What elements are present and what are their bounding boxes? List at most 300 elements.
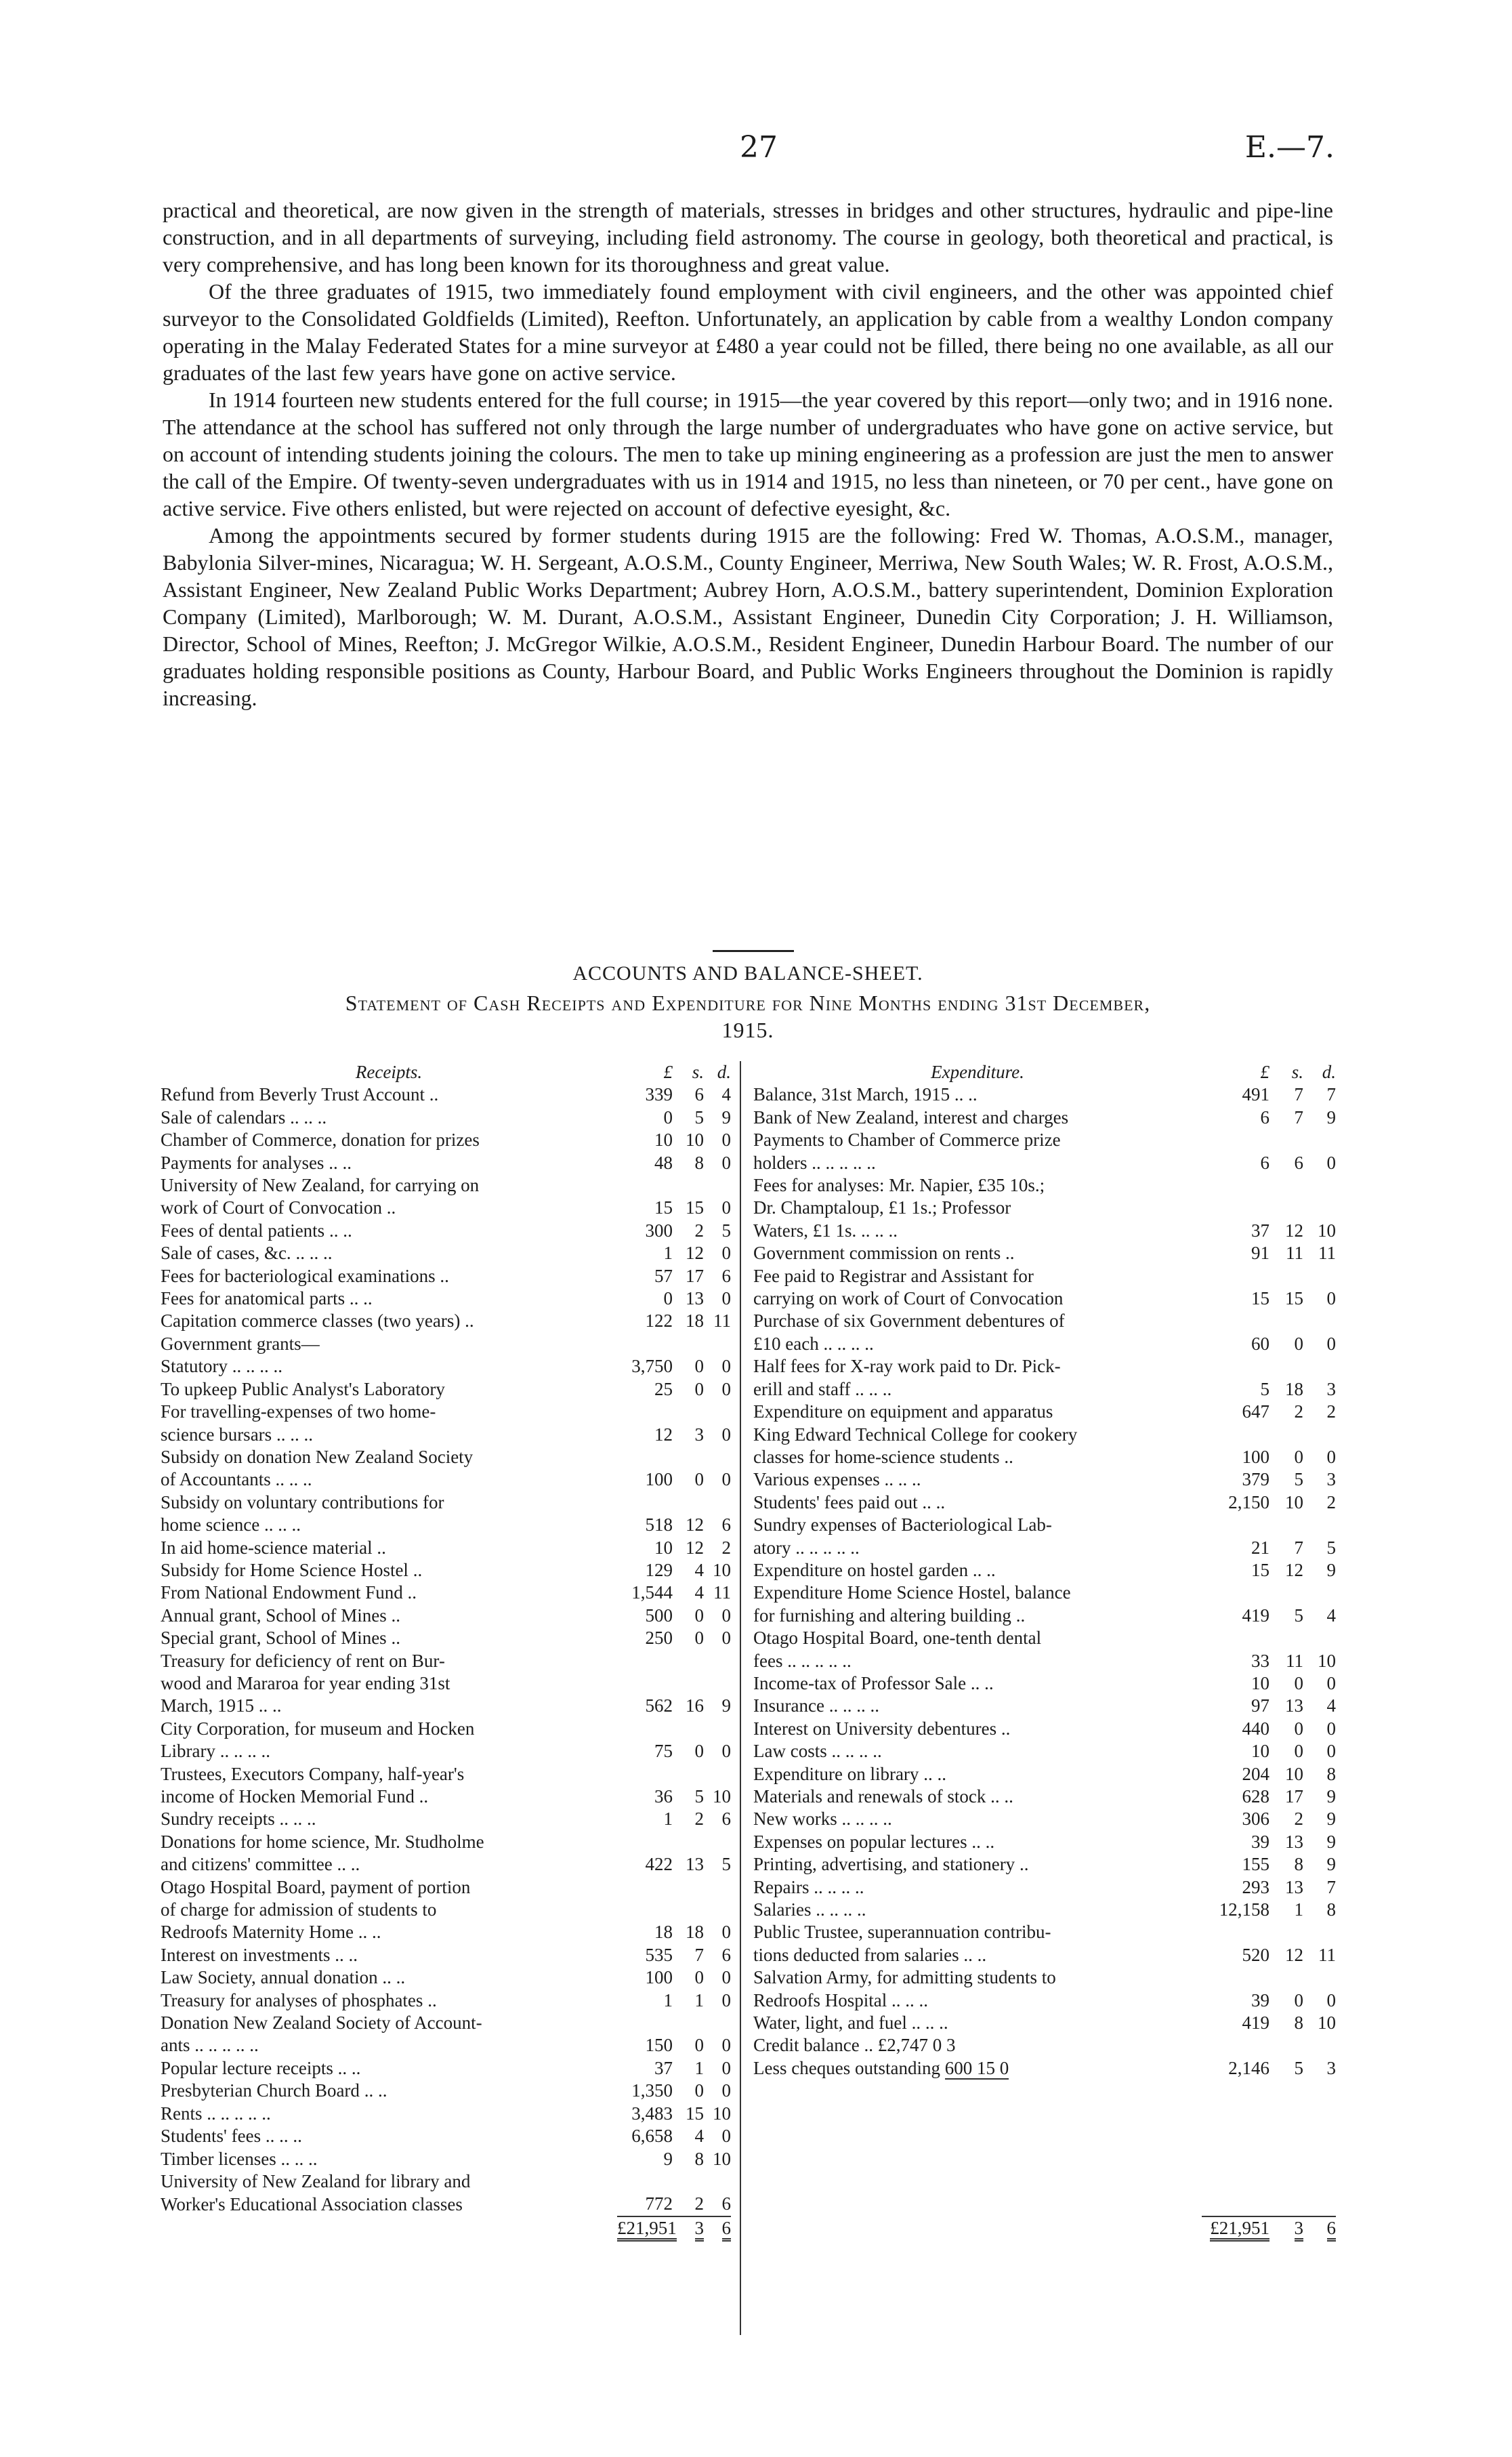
pence-value: 6 [721, 1265, 731, 1286]
pence-value: 2 [1326, 1401, 1336, 1422]
pence-value: 0 [721, 1967, 731, 1988]
pounds-value [617, 1876, 673, 1899]
leader-dots: .. .. .. .. [841, 1809, 892, 1830]
table-row [753, 1424, 1336, 1446]
shillings-value [1269, 1424, 1303, 1446]
table-row [161, 1468, 731, 1491]
table-row [161, 2170, 731, 2193]
pounds-value: 3,750 [631, 1356, 673, 1377]
table-row [753, 1785, 1336, 1808]
pounds-value: 25 [654, 1378, 673, 1399]
table-row [161, 1424, 731, 1446]
shillings-header: s. [692, 1062, 704, 1082]
row-label: Students' fees paid out [753, 1491, 918, 1512]
pence-value: 0 [721, 1130, 731, 1151]
row-description [161, 1785, 617, 1808]
shillings-value: 2 [694, 1220, 704, 1241]
shillings-value [1269, 1129, 1303, 1151]
row-description [161, 2170, 617, 2193]
table-row [161, 1107, 731, 1129]
row-label: Purchase of six Government debentures of [753, 1310, 1065, 1331]
row-description [753, 1944, 1202, 1966]
pounds-value [1202, 1921, 1269, 1943]
total-shillings [673, 2216, 704, 2239]
pence-value: 5 [721, 1220, 731, 1241]
pounds-value: 535 [645, 1944, 673, 1965]
shillings-value: 0 [694, 1378, 704, 1399]
row-label: Chamber of Commerce, donation for prizes [161, 1130, 480, 1151]
leader-dots: .. .. .. .. [814, 1876, 864, 1897]
row-label: Subsidy on donation New Zealand Society [161, 1446, 474, 1467]
table-row [753, 1355, 1336, 1378]
pence-value: 9 [1326, 1854, 1336, 1875]
row-label: erill and staff [753, 1378, 851, 1399]
table-row [753, 1921, 1336, 1943]
pounds-value: 250 [645, 1628, 673, 1649]
row-description [161, 1695, 617, 1717]
leader-dots: .. .. .. [265, 2126, 302, 2147]
leader-dots: .. [1015, 1605, 1026, 1626]
pence-value [704, 2012, 731, 2034]
shillings-value [1269, 1174, 1303, 1197]
table-row [161, 1491, 731, 1514]
pounds-value [617, 1174, 673, 1197]
row-label: Sundry receipts [161, 1809, 275, 1830]
shillings-value: 16 [686, 1695, 704, 1716]
leader-dots: .. .. .. [891, 1989, 928, 2010]
row-description [753, 1989, 1202, 2012]
shillings-value [673, 1876, 704, 1899]
total-pounds-value: £21,951 [617, 2218, 677, 2242]
pounds-value: 75 [654, 1741, 673, 1762]
pence-value [1303, 1582, 1336, 1604]
row-description [161, 1899, 617, 1921]
shillings-value [1269, 1310, 1303, 1332]
row-description [753, 2012, 1202, 2034]
table-row [161, 1537, 731, 1559]
empty-cell [1303, 2034, 1336, 2057]
leader-dots: .. .. .. .. [816, 1899, 866, 1920]
row-description [161, 1129, 617, 1151]
blank-row [753, 2170, 1336, 2193]
expenditure-heading: Expenditure. [931, 1062, 1024, 1082]
pence-value: 0 [721, 1356, 731, 1377]
shillings-value: 12 [686, 1243, 704, 1264]
row-label: Redroofs Hospital [753, 1989, 887, 2010]
leader-dots: .. [429, 1084, 439, 1105]
pence-value: 0 [1326, 1989, 1336, 2010]
pounds-value: 15 [1251, 1288, 1269, 1309]
pounds-value: 15 [654, 1197, 673, 1218]
pounds-value: 12 [654, 1424, 673, 1445]
row-description [753, 1831, 1202, 1853]
shillings-value: 2 [694, 1809, 704, 1830]
shillings-value: 10 [1285, 1763, 1303, 1784]
row-description [161, 1491, 617, 1514]
pence-value [704, 2170, 731, 2193]
leader-dots: .. .. [970, 1672, 994, 1693]
row-label: Government commission on rents [753, 1243, 1001, 1264]
shillings-value: 5 [1294, 1605, 1303, 1626]
shillings-value: 2 [1294, 1809, 1303, 1830]
row-description [753, 1220, 1202, 1242]
shillings-value: 5 [1294, 1469, 1303, 1490]
pence-value: 6 [721, 1514, 731, 1535]
table-row [753, 1672, 1336, 1695]
row-description [753, 1537, 1202, 1559]
pounds-value [1202, 1582, 1269, 1604]
row-label: Annual grant, School of Mines [161, 1605, 387, 1626]
row-description [161, 1424, 617, 1446]
table-row [161, 1152, 731, 1174]
empty-cell [753, 2193, 1202, 2216]
empty-cell [753, 2170, 1202, 2193]
row-label: atory [753, 1537, 791, 1558]
pence-value: 0 [1326, 1152, 1336, 1173]
leader-dots: .. .. .. [275, 1469, 312, 1490]
pence-value: 3 [1326, 1378, 1336, 1399]
total-pence [1303, 2216, 1336, 2239]
pounds-value [1202, 1265, 1269, 1287]
pence-value: 10 [713, 2148, 731, 2169]
row-label: Sale of calendars [161, 1107, 286, 1128]
row-label: For travelling-expenses of two home- [161, 1401, 436, 1422]
shillings-value: 0 [1294, 1989, 1303, 2010]
pounds-value: 155 [1242, 1854, 1269, 1875]
pounds-value: 37 [1251, 1220, 1269, 1241]
receipts-heading: Receipts. [355, 1062, 423, 1082]
pounds-value: 39 [1251, 1831, 1269, 1852]
row-label: To upkeep Public Analyst's Laboratory [161, 1378, 445, 1399]
shillings-value [1269, 1197, 1303, 1219]
row-description [161, 1740, 617, 1762]
total-row [161, 2216, 731, 2239]
table-row [753, 1378, 1336, 1401]
row-label: Rents [161, 2103, 203, 2124]
pounds-value: 18 [654, 1922, 673, 1943]
pence-value: 3 [1326, 2057, 1336, 2078]
row-label: Materials and renewals of stock [753, 1786, 986, 1806]
row-description [161, 1287, 617, 1310]
row-description [161, 1944, 617, 1966]
pounds-value [617, 2170, 673, 2193]
empty-cell [753, 2103, 1202, 2125]
total-pounds [1202, 2216, 1269, 2239]
pence-value: 10 [713, 1559, 731, 1580]
row-description [753, 1446, 1202, 1468]
pounds-value: 10 [654, 1130, 673, 1151]
pence-value: 0 [1326, 1446, 1336, 1467]
table-row [753, 1740, 1336, 1762]
pence-value: 6 [721, 2193, 731, 2214]
row-label: Waters, £1 1s. [753, 1220, 857, 1241]
leader-dots: .. [1004, 1446, 1013, 1467]
table-row [161, 1921, 731, 1943]
pounds-value: 339 [645, 1084, 673, 1105]
shillings-value: 5 [694, 1786, 704, 1806]
pence-value: 0 [721, 1243, 731, 1264]
table-row [753, 1966, 1336, 1989]
row-description [161, 1355, 617, 1378]
row-description [753, 1310, 1202, 1332]
leader-dots: .. [1001, 1718, 1011, 1739]
row-description [753, 2034, 1202, 2057]
pounds-value: 100 [645, 1469, 673, 1490]
row-description [161, 1468, 617, 1491]
pounds-value: 12,158 [1219, 1899, 1269, 1920]
pence-value: 2 [721, 1537, 731, 1558]
shillings-value: 0 [694, 1605, 704, 1626]
receipts-column [161, 1061, 731, 2239]
shillings-value [1269, 1265, 1303, 1287]
pounds-value [1202, 1355, 1269, 1378]
row-description [753, 1559, 1202, 1582]
leader-dots: .. .. [349, 1288, 373, 1309]
pence-value: 8 [1326, 1899, 1336, 1920]
pounds-value [617, 1672, 673, 1695]
leader-dots: .. .. [337, 2057, 361, 2078]
row-description [161, 1582, 617, 1604]
pence-value [704, 1650, 731, 1672]
total-row [753, 2216, 1336, 2239]
row-description [161, 1220, 617, 1242]
row-label: Salvation Army, for admitting students to [753, 1967, 1056, 1988]
pence-value: 0 [721, 1197, 731, 1218]
row-label: Statutory [161, 1356, 228, 1377]
pounds-value: 500 [645, 1605, 673, 1626]
leader-dots: .. .. .. .. [232, 1356, 282, 1377]
row-description [161, 1152, 617, 1174]
shillings-value [1269, 1921, 1303, 1943]
row-description [161, 2012, 617, 2034]
shillings-value: 0 [1294, 1718, 1303, 1739]
row-description [753, 1152, 1202, 1174]
row-label: Otago Hospital Board, payment of portion [161, 1876, 471, 1897]
shillings-value: 12 [1285, 1220, 1303, 1241]
row-description [161, 1197, 617, 1219]
row-label: Redroofs Maternity Home [161, 1922, 354, 1943]
blank-row [753, 2125, 1336, 2147]
row-description [161, 1174, 617, 1197]
table-row [161, 1582, 731, 1604]
table-row [753, 1083, 1336, 1106]
row-description [161, 1310, 617, 1332]
table-row [161, 1174, 731, 1197]
pence-value: 0 [721, 1152, 731, 1173]
table-row [161, 1242, 731, 1264]
row-label: Popular lecture receipts [161, 2057, 333, 2078]
leader-dots: .. .. .. .. [823, 1333, 874, 1354]
row-label: Salaries [753, 1899, 812, 1920]
leader-dots: .. .. .. [861, 1220, 898, 1241]
blank-row [753, 2193, 1336, 2216]
pounds-value [617, 2012, 673, 2034]
blank-row [753, 2080, 1336, 2102]
pounds-value: 379 [1242, 1469, 1269, 1490]
shillings-value [1269, 1582, 1303, 1604]
row-description [753, 1650, 1202, 1672]
table-row [161, 1989, 731, 2012]
shillings-value: 8 [1294, 2012, 1303, 2033]
leader-dots: .. [864, 2035, 873, 2056]
cheques-outstanding-row [753, 2057, 1336, 2080]
shillings-value: 15 [686, 2103, 704, 2124]
leader-dots: .. .. [954, 1084, 978, 1105]
shillings-value [673, 2170, 704, 2193]
empty-cell [753, 2147, 1202, 2170]
table-row [161, 2103, 731, 2125]
row-description [161, 2103, 617, 2125]
row-description [161, 1446, 617, 1468]
credit-balance-row [753, 2034, 1336, 2057]
row-description [161, 1966, 617, 1989]
table-row [753, 1468, 1336, 1491]
row-label: King Edward Technical College for cookery [753, 1424, 1078, 1445]
row-label: New works [753, 1809, 837, 1830]
row-description [753, 1287, 1202, 1310]
leader-dots: .. .. .. [279, 1809, 316, 1830]
row-description [753, 1582, 1202, 1604]
receipts-table [161, 1061, 731, 2239]
row-description [753, 1242, 1202, 1264]
leader-dots: .. .. .. .. .. [194, 2035, 259, 2056]
row-label: work of Court of Convocation [161, 1197, 382, 1218]
pounds-value: 2,150 [1228, 1491, 1269, 1512]
pounds-value: 10 [1251, 1672, 1269, 1693]
row-description [161, 2148, 617, 2170]
shillings-value: 15 [686, 1197, 704, 1218]
table-row [753, 1808, 1336, 1830]
statement-year: 1915. [721, 1018, 774, 1042]
row-description [161, 1378, 617, 1401]
pence-value [1303, 1355, 1336, 1378]
table-row [161, 2148, 731, 2170]
empty-cell [1303, 2125, 1336, 2147]
shillings-value [673, 1174, 704, 1197]
shillings-value: 0 [1294, 1333, 1303, 1354]
expenditure-header-row [753, 1061, 1336, 1083]
shillings-value [673, 1899, 704, 1921]
shillings-value: 4 [694, 1582, 704, 1603]
table-row [753, 1853, 1336, 1876]
row-description [161, 1763, 617, 1785]
pounds-value: 91 [1251, 1243, 1269, 1264]
row-description [161, 1605, 617, 1627]
table-row [753, 1763, 1336, 1785]
pounds-value [1202, 1310, 1269, 1332]
pence-value: 0 [721, 1424, 731, 1445]
row-description [161, 1627, 617, 1649]
pence-value: 0 [721, 1605, 731, 1626]
row-description [753, 1966, 1202, 1989]
row-description [161, 2034, 617, 2057]
pence-value [1303, 1514, 1336, 1536]
row-label: City Corporation, for museum and Hocken [161, 1718, 475, 1739]
row-label: Trustees, Executors Company, half-year's [161, 1763, 465, 1784]
shillings-value [673, 1672, 704, 1695]
pence-value: 10 [1318, 1650, 1336, 1671]
row-label: University of New Zealand, for carrying on [161, 1175, 480, 1196]
shillings-value: 8 [694, 1152, 704, 1173]
total-shillings-value: 3 [695, 2218, 705, 2242]
shillings-value: 0 [694, 1741, 704, 1762]
pounds-value: 15 [1251, 1559, 1269, 1580]
shillings-value: 7 [1294, 1084, 1303, 1105]
table-row [161, 1966, 731, 1989]
total-pounds-value: £21,951 [1210, 2218, 1269, 2242]
pounds-header: £ [663, 1062, 673, 1082]
row-description [753, 1695, 1202, 1717]
row-description [753, 1672, 1202, 1695]
row-label: Capitation commerce classes (two years) [161, 1310, 461, 1331]
shillings-value: 11 [1286, 1243, 1303, 1264]
row-description [753, 1174, 1202, 1197]
row-description [161, 1265, 617, 1287]
pounds-value: 129 [645, 1559, 673, 1580]
row-label: Water, light, and fuel [753, 2012, 907, 2033]
row-description [753, 1808, 1202, 1830]
row-description [161, 2193, 617, 2216]
pence-value: 7 [1326, 1084, 1336, 1105]
shillings-value: 13 [1285, 1831, 1303, 1852]
shillings-value: 3 [694, 1424, 704, 1445]
row-label: Expenses on popular lectures [753, 1831, 967, 1852]
shillings-value: 0 [694, 1628, 704, 1649]
empty-cell [1202, 2193, 1269, 2216]
table-row [161, 1129, 731, 1151]
pounds-value: 2,146 [1228, 2057, 1269, 2078]
table-row [161, 1401, 731, 1423]
row-label: Half fees for X-ray work paid to Dr. Pick- [753, 1356, 1061, 1377]
row-description [753, 1107, 1202, 1129]
table-row [161, 1763, 731, 1785]
row-label: ants [161, 2035, 190, 2056]
empty-cell [1269, 2147, 1303, 2170]
shillings-value: 2 [694, 2193, 704, 2214]
row-label: Government grants— [161, 1333, 320, 1354]
pence-value [704, 1831, 731, 1853]
pence-value [704, 1899, 731, 1921]
table-row [753, 2012, 1336, 2034]
leader-dots: .. .. .. [884, 1469, 921, 1490]
pence-value [704, 1446, 731, 1468]
table-row [753, 1333, 1336, 1355]
pounds-value: 1,350 [631, 2080, 673, 2101]
shillings-value: 0 [694, 1469, 704, 1490]
shillings-value [673, 1446, 704, 1468]
shillings-value: 7 [1294, 1537, 1303, 1558]
shillings-value: 1 [694, 1989, 704, 2010]
pounds-value: 3,483 [631, 2103, 673, 2124]
pence-value: 0 [1326, 1288, 1336, 1309]
column-divider [740, 1061, 741, 2335]
pounds-value: 491 [1242, 1084, 1269, 1105]
table-row [753, 1446, 1336, 1468]
table-row [753, 1605, 1336, 1627]
pence-value: 10 [713, 2103, 731, 2124]
pounds-value: 6 [1260, 1152, 1269, 1173]
total-pounds [617, 2216, 677, 2239]
pounds-value [1202, 1129, 1269, 1151]
shillings-value: 0 [694, 1356, 704, 1377]
pounds-header: £ [1260, 1062, 1269, 1082]
leader-dots: .. [407, 1582, 417, 1603]
empty-cell [753, 2080, 1202, 2102]
row-description [753, 1333, 1202, 1355]
table-row [161, 1514, 731, 1536]
pounds-value [617, 1491, 673, 1514]
row-label: Sundry expenses of Bacteriological Lab- [753, 1514, 1052, 1535]
